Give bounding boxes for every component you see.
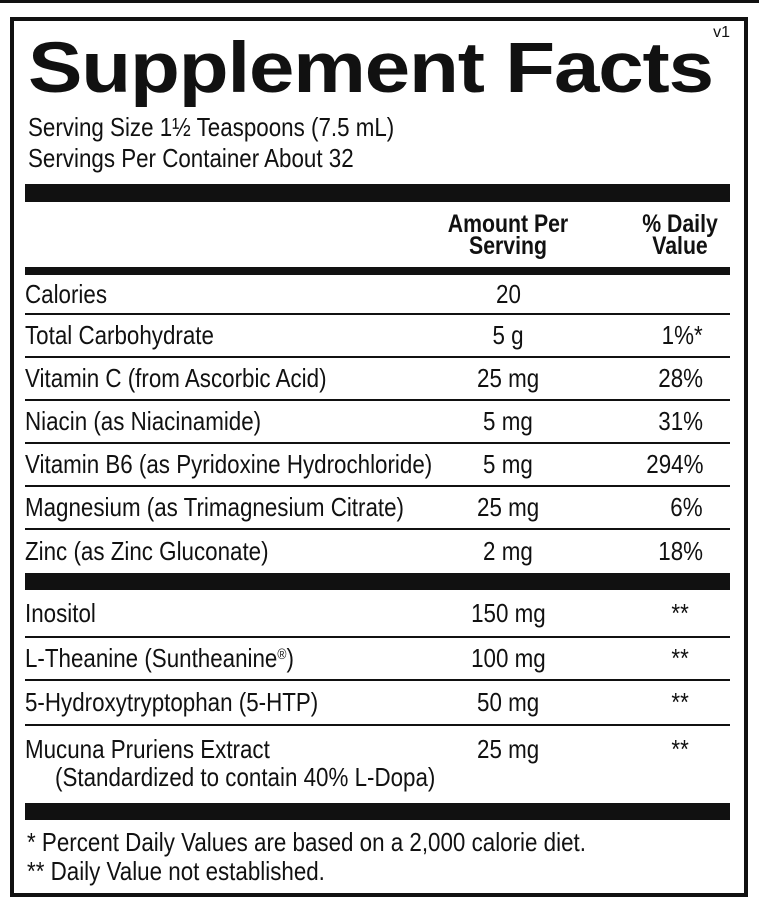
footnote-not-established: ** Daily Value not established.: [27, 856, 325, 886]
nutrient-row-calories: [25, 275, 730, 313]
serving-info: [28, 112, 730, 174]
serving-size-line: Serving Size 1½ Teaspoons (7.5 mL): [28, 112, 395, 142]
nutrient-amount: 5 mg: [483, 406, 533, 436]
nutrient-daily-value: **: [671, 643, 689, 673]
nutrient-name: Vitamin B6 (as Pyridoxine Hydrochloride): [25, 449, 433, 479]
nutrient-amount: 2 mg: [483, 536, 533, 566]
nutrient-amount: 25 mg: [476, 734, 540, 764]
nutrient-note: (Standardized to contain 40% L-Dopa): [55, 762, 436, 792]
nutrient-daily-value: **: [671, 687, 689, 717]
nutrient-daily-value: 1%*: [661, 320, 703, 350]
nutrient-amount: 20: [495, 278, 521, 309]
supplement-facts-label: [10, 17, 748, 897]
nutrient-daily-value: 6%: [670, 492, 703, 522]
nutrient-amount: 5 g: [492, 320, 524, 350]
thick-divider-bar: [25, 803, 730, 820]
nutrient-name: L-Theanine (Suntheanine®): [25, 643, 294, 673]
nutrient-amount: 5 mg: [483, 449, 533, 479]
nutrient-amount: 25 mg: [476, 492, 540, 522]
nutrient-row-magnesium: [25, 485, 730, 528]
footnotes: [25, 820, 730, 886]
nutrient-name: Zinc (as Zinc Gluconate): [25, 536, 269, 566]
nutrient-row-niacin: [25, 399, 730, 442]
nutrient-amount: 150 mg: [470, 597, 546, 628]
nutrient-row-vitamin-c: [25, 356, 730, 399]
nutrient-name: Mucuna Pruriens Extract: [25, 734, 270, 764]
nutrient-row-5-htp: [25, 679, 730, 724]
nutrient-row-zinc: [25, 528, 730, 573]
column-header-percent-daily-value: % Daily Value: [642, 209, 718, 260]
nutrient-section-2: [25, 590, 730, 803]
label-content: [14, 31, 744, 886]
table-header-row: [25, 202, 730, 267]
nutrient-daily-value: 18%: [658, 536, 703, 566]
nutrient-name: Total Carbohydrate: [25, 320, 214, 350]
nutrient-daily-value: **: [671, 597, 689, 628]
nutrient-amount: 50 mg: [476, 687, 540, 717]
nutrient-name: Niacin (as Niacinamide): [25, 406, 262, 436]
thin-divider-bar: [25, 267, 730, 275]
nutrient-row-vitamin-b6: [25, 442, 730, 485]
nutrient-daily-value: 28%: [658, 363, 703, 393]
nutrient-row-l-theanine: [25, 636, 730, 679]
top-border-line: [0, 0, 759, 3]
label-title: Supplement Facts: [28, 29, 713, 108]
nutrient-amount: 100 mg: [470, 643, 546, 673]
nutrient-amount: 25 mg: [476, 363, 540, 393]
nutrient-daily-value: **: [671, 734, 689, 764]
nutrient-daily-value: 31%: [658, 406, 703, 436]
thick-divider-bar: [25, 573, 730, 590]
column-header-amount-per-serving: Amount Per Serving: [447, 209, 569, 260]
footnote-percent-daily-value: * Percent Daily Values are based on a 2,000 calorie diet.: [27, 827, 586, 857]
version-tag: v1: [713, 24, 730, 41]
nutrient-row-total-carbohydrate: [25, 313, 730, 356]
servings-per-container-line: Servings Per Container About 32: [28, 143, 354, 173]
nutrient-name: 5-Hydroxytryptophan (5-HTP): [25, 687, 319, 717]
nutrient-row-mucuna-pruriens: [25, 724, 730, 803]
nutrient-name: Calories: [25, 278, 108, 309]
thick-divider-bar: [25, 184, 730, 202]
nutrient-section-1: [25, 275, 730, 573]
nutrient-daily-value: 294%: [645, 449, 703, 479]
nutrient-name: Magnesium (as Trimagnesium Citrate): [25, 492, 405, 522]
nutrient-name: Inositol: [25, 597, 96, 628]
nutrient-name: Vitamin C (from Ascorbic Acid): [25, 363, 327, 393]
nutrient-row-inositol: [25, 590, 730, 636]
